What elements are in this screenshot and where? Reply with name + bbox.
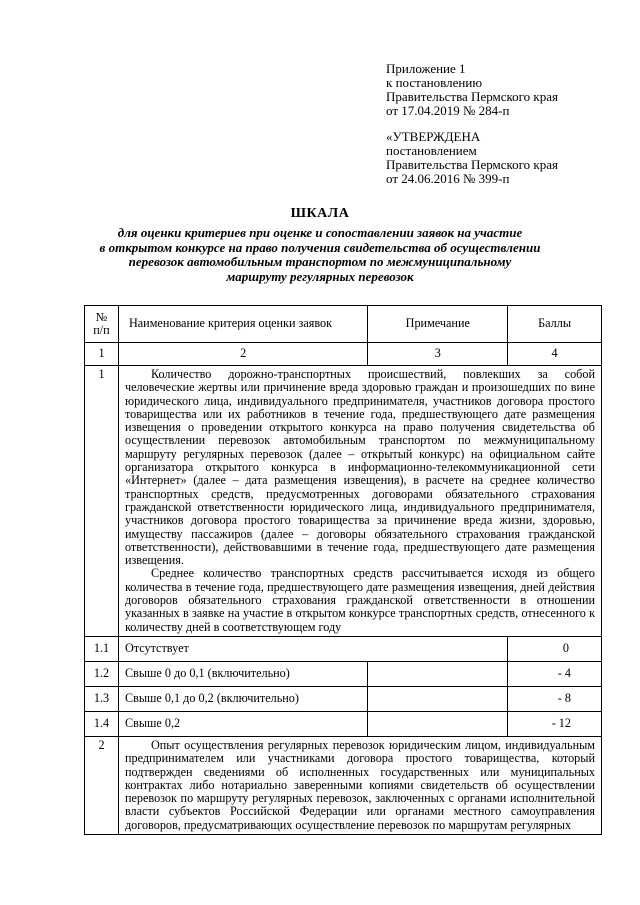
table-header-row: [85, 306, 602, 343]
row-score: - 12: [508, 711, 602, 736]
document-title: ШКАЛА: [290, 206, 350, 221]
header-name: Наименование критерия оценки заявок: [118, 306, 367, 343]
appendix-line: от 17.04.2019 № 284-п: [386, 103, 510, 118]
criteria-table: [84, 305, 602, 835]
approved-line: постановлением: [386, 143, 477, 158]
row-name: Отсутствует: [118, 636, 507, 661]
row-num: 2: [85, 736, 119, 834]
column-number: 4: [508, 343, 602, 366]
approved-line: «УТВЕРЖДЕНА: [386, 129, 481, 144]
row-num: 1.2: [85, 661, 119, 686]
criterion-2-text: [118, 736, 601, 834]
approved-line: от 24.06.2016 № 399-п: [386, 171, 510, 186]
row-name: Свыше 0,1 до 0,2 (включительно): [118, 686, 367, 711]
row-name: Свыше 0 до 0,1 (включительно): [118, 661, 367, 686]
header-num: № п/п: [85, 306, 119, 343]
row-note: [368, 686, 508, 711]
table-row: [85, 736, 602, 834]
table-row: [85, 686, 602, 711]
appendix-stamp: [386, 62, 558, 118]
table-row: [85, 711, 602, 736]
row-note: [368, 661, 508, 686]
approved-stamp: [386, 130, 558, 186]
row-name: Свыше 0,2: [118, 711, 367, 736]
column-number: 1: [85, 343, 119, 366]
document-subtitle: [0, 226, 640, 284]
criterion-paragraph: Среднее количество транспортных средств рассчитывается исходя из общего количества в течение года, предшествующего дате размещения извещения, дней действия договоров обязательного страхования гражданской ответственности в отношении указанных в заявке на участие в открытом конкурсе транспортных средств, отнесенного к количеству дней в соответствующем году: [124, 566, 595, 634]
appendix-line: к постановлению: [386, 75, 483, 90]
row-num: 1.1: [85, 636, 119, 661]
approved-line: Правительства Пермского края: [386, 157, 558, 172]
subtitle-line: перевозок автомобильным транспортом по межмуниципальному: [128, 254, 512, 269]
table-row: [85, 366, 602, 637]
criterion-paragraph: Количество дорожно-транспортных происшествий, повлекших за собой человеческие жертвы или причинение вреда здоровью граждан и произошедших по вине юридического лица, индивидуального предпринимателя, участников договора простого товарищества или их работников в течение года, предшествующего дате размещения извещения о проведении открытого конкурса на право получения свидетельства об осуществлении перевозок автомобильным транспортом по межмуниципальному маршруту регулярных перевозок (далее – открытый конкурс) на официальном сайте организатора открытого конкурса в информационно-телекоммуникационной сети «Интернет» (далее – дата размещения извещения), в расчете на среднее количество транспортных средств, предусмотренных договорами обязательного страхования гражданской ответственности юридического лица, индивидуального предпринимателя, участников договора простого товарищества за причинение вреда жизни, здоровью, имуществу пассажиров (далее – договоры обязательного страхования гражданской ответственности), действовавшими в течение года, предшествующего дате размещения извещения.: [124, 367, 595, 568]
row-num: 1.4: [85, 711, 119, 736]
subtitle-line: для оценки критериев при оценке и сопоставлении заявок на участие: [117, 225, 523, 240]
criterion-1-text: [118, 366, 601, 637]
column-number: 3: [368, 343, 508, 366]
row-score: - 8: [508, 686, 602, 711]
criterion-paragraph: Опыт осуществления регулярных перевозок юридическим лицом, индивидуальным предпринимателем или участниками договора простого товарищества, который подтвержден сведениями об исполненных государственных или муниципальных контрактах либо нотариально заверенными копиями свидетельств об осуществлении перевозок по маршруту регулярных перевозок, заключенных с органами исполнительной власти субъектов Российской Федерации или органами местного самоуправления договоров, предусматривающих осуществление перевозок по маршрутам регулярных: [124, 737, 595, 832]
row-score: 0: [508, 636, 602, 661]
appendix-line: Правительства Пермского края: [386, 89, 558, 104]
row-note: [368, 711, 508, 736]
table-row: [85, 661, 602, 686]
subtitle-line: маршруту регулярных перевозок: [226, 268, 414, 284]
table-row: [85, 636, 602, 661]
row-num: 1: [85, 366, 119, 637]
row-score: - 4: [508, 661, 602, 686]
column-number: 2: [118, 343, 367, 366]
appendix-line: Приложение 1: [386, 61, 466, 76]
header-score: Баллы: [508, 306, 602, 343]
row-num: 1.3: [85, 686, 119, 711]
header-note: Примечание: [368, 306, 508, 343]
column-numbers-row: [85, 343, 602, 366]
subtitle-line: в открытом конкурсе на право получения свидетельства об осуществлении: [99, 239, 541, 255]
